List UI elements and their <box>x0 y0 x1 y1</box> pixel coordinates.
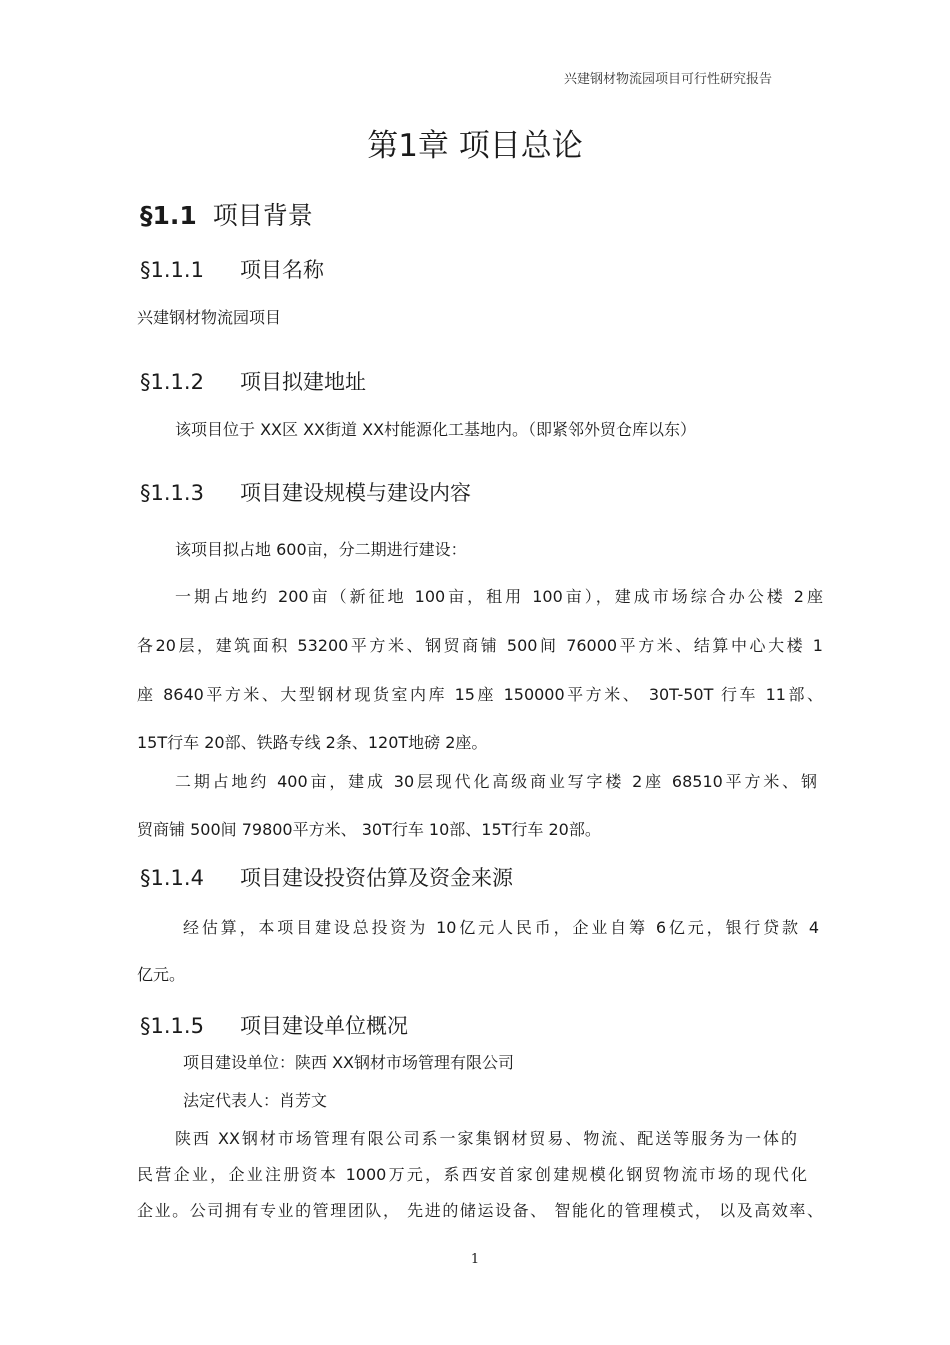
company-desc-line-3: 企业。公司拥有专业的管理团队， 先进的储运设备、 智能化的管理模式， 以及高效率、 <box>137 1201 823 1220</box>
phase1-line-2: 各20层，建筑面积 53200平方米、钢贸商铺 500间 76000平方米、结算中心大楼 1 <box>137 636 823 655</box>
section-heading-1-1 <box>140 196 313 232</box>
phase1-line-4: 15T行车 20部、铁路专线 2条、120T地磅 2座。 <box>137 733 488 752</box>
project-address-text: 该项目位于 XX区 XX街道 XX村能源化工基地内。（即紧邻外贸仓库以东） <box>175 420 697 439</box>
investment-line-2: 亿元。 <box>137 965 186 984</box>
page-number: 1 <box>470 1252 480 1267</box>
legal-representative-text: 法定代表人：肖芳文 <box>183 1091 328 1110</box>
phase2-line-2: 贸商铺 500间 79800平方米、 30T行车 10部、15T行车 20部。 <box>137 820 601 839</box>
subsection-heading-1-1-4 <box>140 862 513 892</box>
project-name-text: 兴建钢材物流园项目 <box>137 308 282 327</box>
subsection-title: 项目拟建地址 <box>240 370 366 394</box>
subsection-heading-1-1-2 <box>140 366 366 396</box>
subsection-number: §1.1.1 <box>140 258 204 282</box>
scale-paragraph-1: 该项目拟占地 600亩，分二期进行建设： <box>175 540 467 559</box>
section-title: 项目背景 <box>212 201 313 230</box>
subsection-title: 项目名称 <box>240 258 324 282</box>
subsection-number: §1.1.5 <box>140 1014 204 1038</box>
phase2-line-1: 二期占地约 400亩，建成 30层现代化高级商业写字楼 2座 68510平方米、钢 <box>175 772 817 791</box>
section-number: §1.1 <box>140 201 197 230</box>
subsection-number: §1.1.3 <box>140 481 204 505</box>
company-desc-line-2: 民营企业，企业注册资本 1000万元，系西安首家创建规模化钢贸物流市场的现代化 <box>137 1165 807 1184</box>
company-desc-line-1: 陕西 XX钢材市场管理有限公司系一家集钢材贸易、物流、配送等服务为一体的 <box>175 1129 797 1148</box>
construction-unit-text: 项目建设单位：陕西 XX钢材市场管理有限公司 <box>183 1053 515 1072</box>
subsection-title: 项目建设规模与建设内容 <box>240 481 471 505</box>
subsection-heading-1-1-3 <box>140 477 471 507</box>
subsection-number: §1.1.2 <box>140 370 204 394</box>
phase1-line-1: 一期占地约 200亩（新征地 100亩，租用 100亩），建成市场综合办公楼 2座 <box>175 587 823 606</box>
subsection-title: 项目建设投资估算及资金来源 <box>240 866 513 890</box>
investment-line-1: 经估算，本项目建设总投资为 10亿元人民币，企业自筹 6亿元，银行贷款 4 <box>183 918 819 937</box>
subsection-number: §1.1.4 <box>140 866 204 890</box>
subsection-title: 项目建设单位概况 <box>240 1014 408 1038</box>
chapter-title: 第1章 项目总论 <box>367 128 583 164</box>
subsection-heading-1-1-5 <box>140 1010 408 1040</box>
subsection-heading-1-1-1 <box>140 254 324 284</box>
running-header: 兴建钢材物流园项目可行性研究报告 <box>563 72 772 87</box>
phase1-line-3: 座 8640平方米、大型钢材现货室内库 15座 150000平方米、 30T-50T 行车 11部、 <box>137 685 823 704</box>
